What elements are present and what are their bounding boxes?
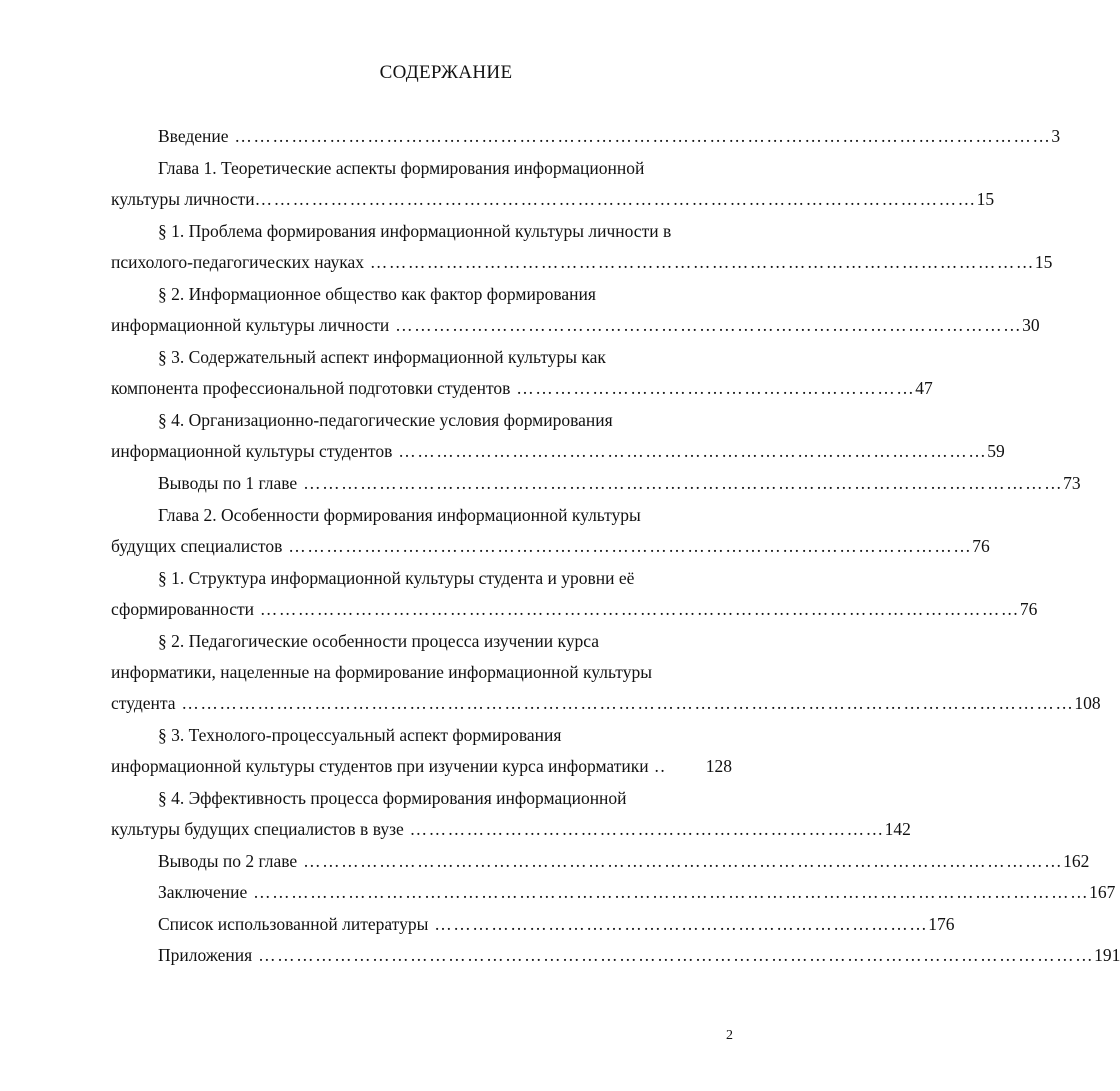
toc-entry-section-2-1: [158, 567, 634, 589]
toc-entry-text: § 3. Технолого-процессуальный аспект формирования: [158, 725, 562, 745]
toc-page-number: 73: [1063, 473, 1081, 493]
leader-dots: …………………………………………………………………………………………………………………: [228, 126, 1052, 146]
leader-dots: …………………………………………………………………: [403, 819, 885, 839]
toc-page-number: 15: [976, 189, 995, 209]
leader-dots: …………………………………………………………………………………: [392, 441, 988, 461]
toc-entry-text: § 3. Содержательный аспект информационной культуры как: [158, 347, 606, 367]
toc-entry-text: информатики, нацеленные на формирование информационной культуры: [111, 662, 652, 682]
toc-page-number: 30: [1022, 315, 1040, 335]
toc-entry-text: Глава 2. Особенности формирования информационной культуры: [158, 505, 641, 525]
toc-entry-text: § 1. Структура информационной культуры студента и уровни её: [158, 568, 635, 588]
toc-entry-section-2-3-cont: [111, 755, 732, 777]
toc-page-number: 47: [915, 378, 933, 398]
toc-entry-text: информационной культуры студентов при изучении курса информатики: [111, 756, 649, 776]
toc-entry-text: культуры будущих специалистов в вузе: [111, 819, 404, 839]
leader-dots: ……………………………………………………………………………………………………: [254, 189, 977, 209]
toc-entry-text: информационной культуры личности: [111, 315, 390, 335]
page-title: СОДЕРЖАНИЕ: [379, 62, 513, 83]
toc-entry-section-2-3: [158, 724, 561, 746]
toc-entry-chapter-2: [158, 504, 641, 526]
toc-entry-text: Выводы по 1 главе: [158, 473, 298, 493]
toc-page-number: 3: [1051, 126, 1061, 146]
toc-entry-text: будущих специалистов: [111, 536, 283, 556]
toc-page-number: 128: [705, 756, 732, 776]
toc-page-number: 76: [972, 536, 990, 556]
toc-entry-section-1-3: [158, 346, 606, 368]
leader-dots: …………………………………………………………………………………………………………: [297, 473, 1064, 493]
toc-entry-text: § 2. Педагогические особенности процесса изучении курса: [158, 631, 600, 651]
toc-entry-section-1-4-cont: [111, 440, 1005, 462]
toc-entry-references: [158, 913, 955, 935]
toc-page-number: 108: [1074, 693, 1101, 713]
leader-dots: ………………………………………………………: [510, 378, 916, 398]
leader-dots: …………………………………………………………………………………………………………: [297, 851, 1064, 871]
toc-entry-section-1-2: [158, 283, 596, 305]
toc-entry-section-2-4-cont: [111, 818, 911, 840]
toc-entry-intro: [158, 125, 1061, 147]
toc-page-number: 191: [1094, 945, 1120, 965]
toc-page-number: 142: [884, 819, 911, 839]
toc-entry-conclusions-2: [158, 850, 1090, 872]
toc-entry-conclusions-1: [158, 472, 1081, 494]
toc-page-number: 162: [1063, 851, 1090, 871]
toc-entry-text: § 1. Проблема формирования информационной культуры личности в: [158, 221, 672, 241]
leader-dots: …………………………………………………………………………………………………………: [254, 599, 1020, 619]
toc-entry-text: Список использованной литературы: [158, 914, 429, 934]
toc-entry-conclusion: [158, 881, 1116, 903]
toc-entry-text: психолого-педагогических науках: [111, 252, 365, 272]
toc-entry-text: сформированности: [111, 599, 254, 619]
leader-dots: ……………………………………………………………………………………………………………………: [247, 882, 1090, 902]
toc-page-number: 167: [1089, 882, 1116, 902]
leader-dots: ………………………………………………………………………………………………: [282, 536, 973, 556]
toc-page-number: 59: [987, 441, 1005, 461]
toc-entry-text: компонента профессиональной подготовки студентов: [111, 378, 511, 398]
toc-page-number: 15: [1034, 252, 1053, 272]
toc-entry-text: Глава 1. Теоретические аспекты формирования информационной: [158, 158, 645, 178]
toc-entry-section-2-2-cont-2: [111, 692, 1101, 714]
toc-entry-section-1-4: [158, 409, 613, 431]
toc-entry-section-2-2: [158, 630, 599, 652]
toc-entry-text: § 2. Информационное общество как фактор формирования: [158, 284, 596, 304]
toc-page-number: 176: [928, 914, 955, 934]
toc-entry-text: § 4. Организационно-педагогические условия формирования: [158, 410, 613, 430]
page-number: 2: [726, 1028, 733, 1043]
toc-entry-chapter-1-cont: [111, 188, 995, 210]
toc-entry-chapter-1: [158, 157, 644, 179]
leader-dots: ………………………………………………………………………………………: [389, 315, 1023, 335]
leader-dots: ……………………………………………………………………………………………………………………: [252, 945, 1095, 965]
toc-entry-text: студента: [111, 693, 176, 713]
toc-entry-section-2-2-cont: [111, 661, 652, 683]
toc-page-number: 76: [1019, 599, 1038, 619]
leader-dots: ……………………………………………………………………………………………………………………………: [175, 693, 1075, 713]
toc-entry-text: культуры личности: [111, 189, 255, 209]
toc-entry-appendices: [158, 944, 1120, 966]
toc-entry-text: Введение: [158, 126, 229, 146]
toc-entry-text: § 4. Эффективность процесса формирования информационной: [158, 788, 627, 808]
toc-entry-section-1-3-cont: [111, 377, 933, 399]
toc-entry-section-1-1: [158, 220, 671, 242]
toc-entry-text: Приложения: [158, 945, 253, 965]
toc-entry-section-1-2-cont: [111, 314, 1040, 336]
toc-entry-text: Заключение: [158, 882, 248, 902]
leader-dots: ..: [648, 756, 667, 776]
leader-dots: ……………………………………………………………………………………………: [364, 252, 1035, 272]
toc-entry-section-2-1-cont: [111, 598, 1038, 620]
toc-entry-text: информационной культуры студентов: [111, 441, 393, 461]
toc-entry-chapter-2-cont: [111, 535, 990, 557]
toc-entry-section-1-1-cont: [111, 251, 1053, 273]
toc-entry-section-2-4: [158, 787, 627, 809]
toc-entry-text: Выводы по 2 главе: [158, 851, 298, 871]
leader-dots: ……………………………………………………………………: [428, 914, 929, 934]
